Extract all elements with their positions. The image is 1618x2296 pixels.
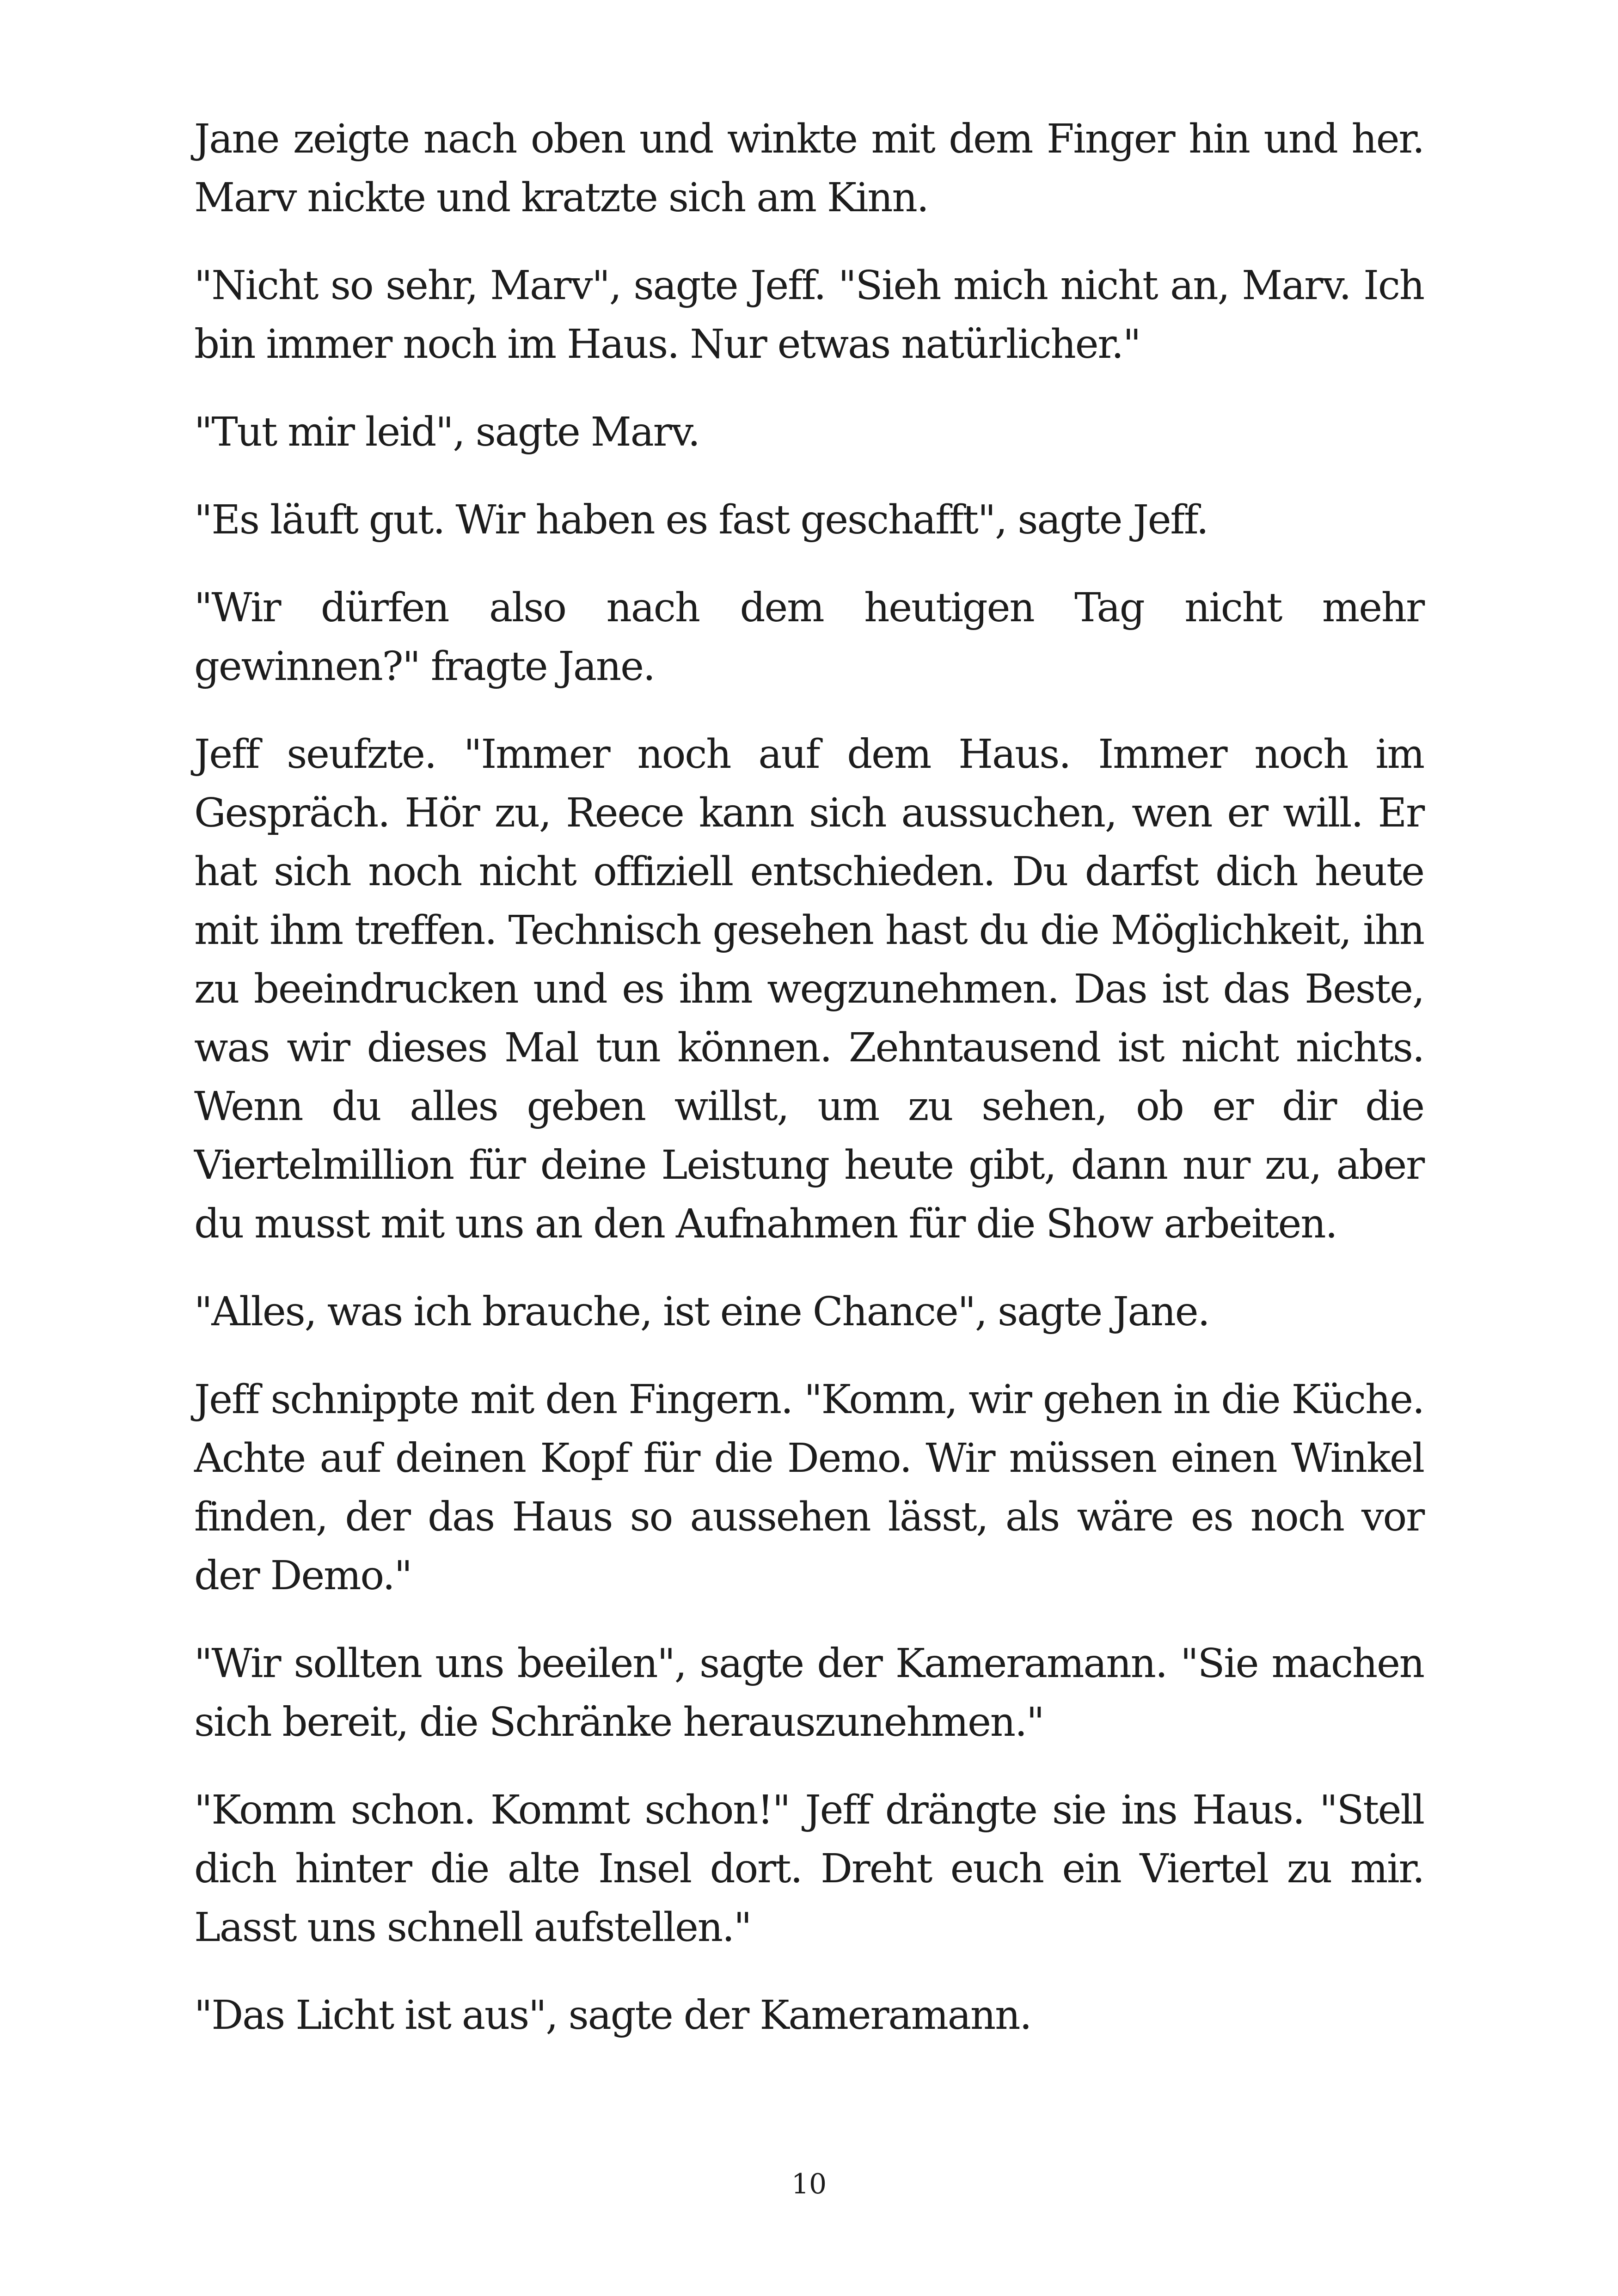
paragraph: "Alles, was ich brauche, ist eine Chance", sagte Jane. [194, 1289, 1209, 1335]
paragraph: "Nicht so sehr, Marv", sagte Jeff. "Sieh mich nicht an, Marv. Ich bin immer noch im Haus. Nur etwas natürlicher." [194, 263, 1424, 367]
paragraph: "Tut mir leid", sagte Marv. [194, 409, 699, 455]
paragraph: Jane zeigte nach oben und winkte mit dem Finger hin und her. Marv nickte und kratzte sich am Kinn. [194, 116, 1424, 221]
page-body-text [194, 110, 1424, 2045]
paragraph: "Komm schon. Kommt schon!" Jeff drängte sie ins Haus. "Stell dich hinter die alte Insel dort. Dreht euch ein Viertel zu mir. Lasst uns schnell aufstellen." [194, 1787, 1424, 1951]
paragraph: "Es läuft gut. Wir haben es fast geschafft", sagte Jeff. [194, 497, 1208, 543]
page-number: 10 [791, 2168, 827, 2200]
paragraph: "Wir sollten uns beeilen", sagte der Kameramann. "Sie machen sich bereit, die Schränke herauszunehmen." [194, 1641, 1424, 1745]
paragraph: "Wir dürfen also nach dem heutigen Tag nicht mehr gewinnen?" fragte Jane. [194, 585, 1424, 690]
paragraph: "Das Licht ist aus", sagte der Kameramann. [194, 1992, 1031, 2039]
paragraph: Jeff seufzte. "Immer noch auf dem Haus. Immer noch im Gespräch. Hör zu, Reece kann sich aussuchen, wen er will. Er hat sich noch nicht offiziell entschieden. Du darfst dich heute mit ihm treffen. Technisch gesehen hast du die Möglichkeit, ihn zu beeindrucken und es ihm wegzunehmen. Das ist das Beste, was wir dieses Mal tun können. Zehntausend ist nicht nichts. Wenn du alles geben willst, um zu sehen, ob er dir die Viertelmillion für deine Leistung heute gibt, dann nur zu, aber du musst mit uns an den Aufnahmen für die Show arbeiten. [194, 731, 1424, 1247]
paragraph: Jeff schnippte mit den Fingern. "Komm, wir gehen in die Küche. Achte auf deinen Kopf für die Demo. Wir müssen einen Winkel finden, der das Haus so aussehen lässt, als wäre es noch vor der Demo." [194, 1377, 1424, 1599]
